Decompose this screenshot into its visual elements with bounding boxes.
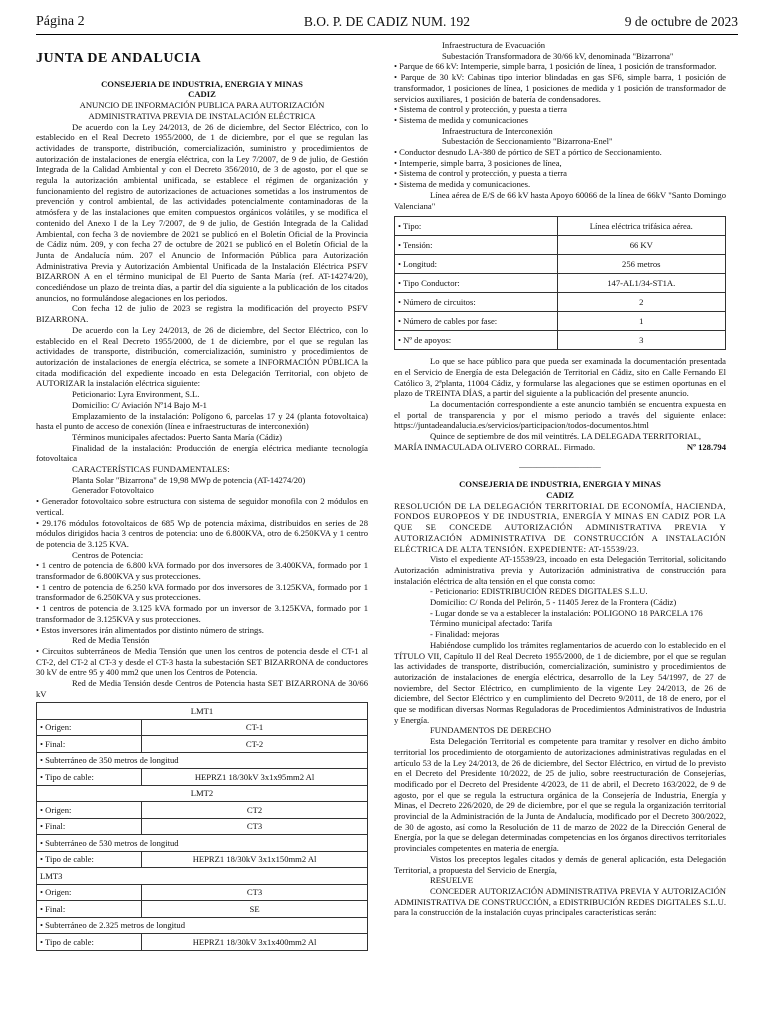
paragraph: La documentación correspondiente a este anuncio también se encuentra expuesta en el portal de transparencia y por el mismo periodo a través del siguiente enlace: https://juntadeandalucia.es/servicios/participacion/todos-documentos.html (394, 399, 726, 431)
table-cell: 2 (557, 293, 725, 312)
generador-heading: Generador Fotovoltaico (72, 485, 154, 496)
peticionario-2: - Peticionario: EDISTRIBUCIÓN REDES DIGITALES S.L.U. (430, 586, 648, 597)
red-media-heading-2: Red de Media Tensión desde Centros de Potencia hasta SET BIZARRONA de 30/66 kV (36, 678, 368, 699)
linea-table (394, 216, 726, 350)
finalidad-2: - Finalidad: mejoras (430, 629, 500, 640)
table-cell: • Subterráneo de 530 metros de longitud (37, 835, 368, 852)
table-cell: • Final: (37, 736, 142, 753)
centros-heading: Centros de Potencia: (72, 549, 144, 560)
page-header (36, 14, 738, 34)
table-cell: HEPRZ1 18/30kV 3x1x150mm2 Al (142, 851, 368, 868)
list-item: • Sistema de medida y comunicaciones (394, 114, 529, 125)
table-cell: • Tipo de cable: (37, 934, 142, 951)
right-column (394, 40, 726, 918)
emplazamiento: Emplazamiento de la instalación: Polígono 6, parcelas 17 y 24 (planta fotovoltaica) hasta el punto de acceso de conexión (línea e infraestructuras de interconexión) (36, 410, 368, 432)
list-item: • Sistema de medida y comunicaciones. (394, 179, 531, 190)
domicilio: Domicilio: C/ Aviación Nº14 Bajo M-1 (72, 399, 207, 410)
announcement-number: Nº 128.794 (686, 441, 726, 452)
table-cell: 147-AL1/34-ST1A. (557, 274, 725, 293)
subest-heading: Subestación Transformadora de 30/66 kV, denominada "Bizarrona" (442, 50, 674, 61)
list-item: • Sistema de control y protección, y puesta a tierra (394, 104, 567, 115)
resuelve-heading: RESUELVE (430, 875, 474, 886)
table-cell: HEPRZ1 18/30kV 3x1x95mm2 Al (142, 769, 368, 786)
bulletin-date: 9 de octubre de 2023 (624, 14, 738, 29)
list-item: • Generador fotovoltaico sobre estructura con sistema de seguidor monofila con 2 módulos en vertical. (36, 496, 368, 517)
resolution-title: RESOLUCIÓN DE LA DELEGACIÓN TERRITORIAL DE ECONOMÍA, HACIENDA, FONDOS EUROPEOS Y DE INDUSTRIA, ENERGÍA Y MINAS EN CADIZ POR LA QUE SE CONCEDE AUTORIZACIÓN ADMINISTRATIVA PREVIA Y AUTORIZACIÓN ADMINISTRATIVA DE CONSTRUCCIÓN A INSTALACIÓN ELÉCTRICA DE ALTA TENSIÓN. EXPEDIENTE: AT-15539/23. (394, 500, 726, 554)
table-cell: • Subterráneo de 350 metros de longitud (37, 752, 368, 769)
table-cell: • Final: (37, 818, 142, 835)
signature-line (394, 442, 726, 453)
table-cell: • Final: (37, 901, 142, 918)
table-cell: HEPRZ1 18/30kV 3x1x400mm2 Al (142, 934, 368, 951)
red-media-heading: Red de Media Tensión (72, 635, 150, 646)
consejeria-heading: CONSEJERIA DE INDUSTRIA, ENERGIA Y MINAS (101, 78, 303, 89)
fundamentos-heading: FUNDAMENTOS DE DERECHO (430, 725, 552, 736)
table-cell: • Subterráneo de 2.325 metros de longitud (37, 917, 368, 934)
table-cell: CT-2 (142, 736, 368, 753)
table-cell: 66 KV (557, 236, 725, 255)
peticionario: Peticionario: Lyra Environment, S.L. (72, 389, 200, 400)
table-cell: CT-1 (142, 719, 368, 736)
list-item: • Parque de 66 kV: Intemperie, simple barra, 1 posición de línea, 1 posición de transformador. (394, 61, 717, 72)
domicilio-2: Domicilio: C/ Ronda del Pelirón, 5 - 11405 Jerez de la Frontera (Cádiz) (430, 597, 677, 608)
section-title: JUNTA DE ANDALUCIA (36, 51, 202, 66)
list-item: • Circuitos subterráneos de Media Tensión que unen los centros de potencia desde el CT-1 al CT-2, del CT-2 al CT-3 y desde el CT-3 hasta la subestación SET BIZARRONA de conductores 30 kV de entre 95 y 400 mm2 que unen los Centros de Potencia. (36, 645, 368, 678)
paragraph: Vistos los preceptos legales citados y demás de general aplicación, esta Delegación Territorial, a propuesta del Servicio de Energía, (394, 853, 726, 875)
linea-heading: Línea aérea de E/S de 66 kV hasta Apoyo 60066 de la línea de 66kV "Santo Domingo Valenciana" (394, 189, 726, 211)
table-cell: • Tensión: (395, 236, 558, 255)
table-cell: • Tipo Conductor: (395, 274, 558, 293)
list-item: • 1 centro de potencia de 6.800 kVA formado por dos inversores de 3.400KVA, formado por 1 transformador de 6.800KVA y sus protecciones. (36, 560, 368, 582)
list-item: • Intemperie, simple barra, 3 posiciones de línea, (394, 157, 562, 168)
table-cell: • Número de cables por fase: (395, 312, 558, 331)
terminos: Términos municipales afectados: Puerto Santa María (Cádiz) (72, 431, 283, 442)
table-cell: • Nº de apoyos: (395, 331, 558, 350)
paragraph: De acuerdo con la Ley 24/2013, de 26 de diciembre, del Sector Eléctrico, con lo establecido en el Real Decreto 1955/2000, de 1 de diciembre, por el que se regulan las actividades de transporte, distribución, comercialización, suministro y procedimientos de autorización de instalaciones de energía eléctrica, se somete a INFORMACIÓN PÚBLICA la citada modificación del expediente incoado en esta Delegación Territorial, con objeto de AUTORIZAR la instalación eléctrica siguiente: (36, 324, 368, 389)
lugar: - Lugar donde se va a establecer la instalación: POLIGONO 18 PARCELA 176 (430, 607, 703, 618)
infra-heading: Infraestructura de Evacuación (442, 40, 546, 50)
planta: Planta Solar "Bizarrona" de 19,98 MWp de potencia (AT-14274/20) (72, 474, 306, 485)
bulletin-title: B.O. P. DE CADIZ NUM. 192 (303, 14, 471, 29)
table-cell: • Número de circuitos: (395, 293, 558, 312)
header-rule (36, 34, 738, 35)
list-item: • Conductor desnudo LA-380 de pórtico de SET a pórtico de Seccionamiento. (394, 147, 662, 158)
anuncio-title-2: ADMINISTRATIVA PREVIA DE INSTALACIÓN ELÉCTRICA (88, 110, 316, 121)
interc-heading: Infraestructura de Interconexión (442, 125, 553, 136)
lmt-table (36, 702, 368, 951)
list-item: • Estos inversores irán alimentados por distinto número de strings. (36, 624, 264, 635)
list-item: • Parque de 30 kV: Cabinas tipo interior blindadas en gas SF6, simple barra, 1 posición de transformador, 1 posiciones de línea, 1 posiciones de medida y 1 posición de transformador de servicios auxiliares, 1 posición de batería de condensadores. (394, 72, 726, 104)
subsecc-heading: Subestación de Seccionamiento "Bizarrona-Enel" (442, 136, 613, 147)
table-cell: • Tipo: (395, 217, 558, 236)
paragraph: CONCEDER AUTORIZACIÓN ADMINISTRATIVA PREVIA Y AUTORIZACIÓN ADMINISTRATIVA DE CONSTRUCCIÓN, a EDISTRIBUCIÓN REDES DIGITALES S.L.U. para la construcción de la instalación cuyas principales características serán: (394, 886, 726, 918)
list-item: • 29.176 módulos fotovoltaicos de 685 Wp de potencia máxima, distribuidos en series de 28 módulos dirigidos hacia 3 centros de potencia: uno de 6.800KVA, otro de 6.250KVA y 1 centro de potencia de 3.125 KVA. (36, 517, 368, 549)
list-item: • 1 centro de potencia de 6.250 kVA formado por dos inversores de 3.125KVA, formado por 1 transformador de 6.250KVA y sus protecciones. (36, 581, 368, 603)
paragraph: Con fecha 12 de julio de 2023 se registra la modificación del proyecto PSFV BIZARRONA. (36, 303, 368, 325)
paragraph: Quince de septiembre de dos mil veintitrés. LA DELEGADA TERRITORIAL, (430, 431, 702, 442)
table-cell: 3 (557, 331, 725, 350)
table-cell: 256 metros (557, 255, 725, 274)
table-cell: • Tipo de cable: (37, 851, 142, 868)
table-cell: 1 (557, 312, 725, 331)
table-cell: • Longitud: (395, 255, 558, 274)
termino: Término municipal afectado: Tarifa (430, 618, 553, 629)
left-column (36, 40, 368, 957)
city-heading: CADIZ (188, 89, 216, 100)
table-cell: Línea eléctrica trifásica aérea. (557, 217, 725, 236)
table-cell: CT3 (142, 818, 368, 835)
table-cell: SE (142, 901, 368, 918)
paragraph: Lo que se hace público para que pueda ser examinada la documentación presentada en el Servicio de Energía de esta Delegación de Territorial en Cádiz, sito en Calle Fernando El Católico 3, 2ªplanta, 11004 Cádiz, y formularse las alegaciones que se estimen oportunas en el plazo de TREINTA DÍAS, a partir del siguiente a la publicación del presente anuncio. (394, 356, 726, 399)
list-item: • 1 centros de potencia de 3.125 kVA formado por un inversor de 3.125KVA, formado por 1 transformador de 3.125KVA y sus protecciones. (36, 603, 368, 624)
city-heading-2: CADIZ (546, 489, 574, 500)
paragraph: Visto el expediente AT-15539/23, incoado en esta Delegación Territorial, solicitando Autorización administrativa previa y Autorización administrativa de construcción para instalación eléctrica de alta tensión en el que consta como: (394, 554, 726, 586)
anuncio-title-1: ANUNCIO DE INFORMACIÓN PUBLICA PARA AUTORIZACIÓN (79, 100, 325, 111)
paragraph: Esta Delegación Territorial es competente para tramitar y resolver en dicho ámbito territorial los procedimiento de otorgamiento de autorizaciones administrativas reguladas en el artículo 53 de la Ley 24/2013, de 26 de diciembre, del Sector Eléctrico, en virtud de lo previsto en el Decreto del Presidente 10/2022, de 25 de julio, sobre reestructuración de Consejerías, modificado por el Decreto del Presidente 4/2023, de 11 de abril, el Decreto 163/2022, de 9 de agosto, por el que se regula la estructura orgánica de la Consejería de Industria, Energía y Minas, el Decreto 226/2020, de 29 de diciembre, por el que se regula la organización territorial provincial de la Administración de la Junta de Andalucía, modificado por el Decreto 300/2022, de 30 de agosto, así como la Resolución de 11 de marzo de 2022 de la Dirección General de Energía, por la que se delegan determinadas competencias en los órganos directivos territoriales provinciales competentes en materia de energía. (394, 736, 726, 854)
table-cell: • Origen: (37, 884, 142, 901)
page-number: Página 2 (36, 14, 85, 29)
signatory: MARÍA INMACULADA OLIVERO CORRAL. Firmado. (394, 441, 595, 452)
table-cell: LMT3 (37, 868, 368, 885)
table-cell: LMT1 (37, 703, 368, 720)
caracteristicas-heading: CARACTERÍSTICAS FUNDAMENTALES: (72, 464, 230, 475)
finalidad: Finalidad de la instalación: Producción de energía eléctrica mediante tecnología fotovoltaica (36, 442, 368, 464)
separator: ___________________ (519, 458, 601, 469)
table-cell: LMT2 (37, 785, 368, 802)
table-cell: • Tipo de cable: (37, 769, 142, 786)
table-cell: CT2 (142, 802, 368, 819)
paragraph: De acuerdo con la Ley 24/2013, de 26 de diciembre, del Sector Eléctrico, con lo establecido en el Real Decreto 1955/2000, de 1 de diciembre, por el que se regulan las actividades de transporte, distribución, comercialización, suministro y procedimientos de autorización de instalaciones de energía eléctrica, con la Ley 7/2007, de 9 de julio, de Gestión Integrada de la Calidad Ambiental y con el Decreto 356/2010, de 3 de agosto, por el que se regula la autorización ambiental unificada, se establece el régimen de organización y funcionamiento del registro de autorizaciones de actuaciones sometidas a los instrumentos de prevención y control ambiental, de las actividades potencialmente contaminadoras de la atmósfera y de las instalaciones que emiten compuestos orgánicos volátiles, y se modifica el contenido del Anexo I de la Ley 7/2007, de 9 de julio, de Gestión Integrada de la Calidad Ambiental, con fecha 3 de noviembre de 2021 se publicó en el Boletín Oficial de la Provincia de Cádiz núm. 209, y con fecha 27 de octubre de 2021 se publicó en el Boletín Oficial de la Junta de Andalucía núm. 207 el Anuncio de Información Pública para Autorización Administrativa Previa y Autorización Ambiental Unificada de la Instalación Eléctrica PSFV BIZARRON A en el término municipal de El Puerto de Santa María (ref. AT-14274/20), concediéndose un plazo de treinta días, a partir del día siguiente a la publicación de los citados anuncios, no formulándose alegaciones en los periodos. (36, 121, 368, 303)
list-item: • Sistema de control y protección, y puesta a tierra (394, 168, 567, 179)
paragraph: Habiéndose cumplido los trámites reglamentarios de acuerdo con lo establecido en el TÍTULO VII, Capítulo II del Real Decreto 1955/2000, de 1 de diciembre, por el que se regulan las actividades de transporte, distribución, comercialización, suministro y procedimientos de autorización de instalaciones de energía eléctrica, desarrollo de la Ley 54/1997, de 27 de noviembre, del Sector Eléctrico, en cumplimiento de la vigente Ley 24/2013, de 26 de diciembre, del Sector Eléctrico y en cumplimiento del Decreto 9/2011, de 18 de enero, por el que se modifican diversas Normas Reguladoras de Procedimientos Administrativos de Industria y Energía. (394, 639, 726, 725)
table-cell: CT3 (142, 884, 368, 901)
consejeria-heading-2: CONSEJERIA DE INDUSTRIA, ENERGIA Y MINAS (459, 479, 661, 490)
table-cell: • Origen: (37, 802, 142, 819)
table-cell: • Origen: (37, 719, 142, 736)
